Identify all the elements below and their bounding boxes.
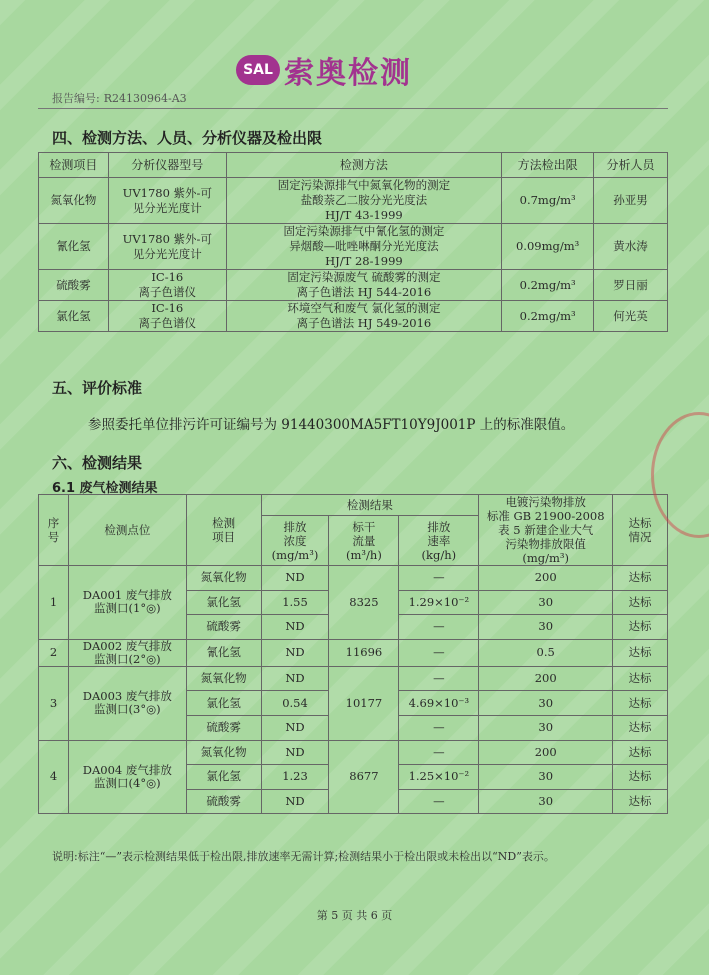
- header-rate-line: 排放: [427, 519, 451, 534]
- methods-limit-cell: 0.7mg/m³: [502, 178, 594, 224]
- result-no-cell: 4: [39, 740, 69, 814]
- methods-row: [39, 301, 668, 332]
- method-line: 离子色谱法 HJ 549-2016: [296, 316, 432, 330]
- results-row: [39, 639, 668, 666]
- result-status-cell: 达标: [613, 740, 668, 765]
- instrument-line: IC-16: [151, 270, 184, 284]
- methods-item-cell: 氮氧化物: [39, 178, 109, 224]
- result-item-cell: 氯化氢: [186, 691, 261, 716]
- section5-title: 五、评价标准: [52, 379, 143, 397]
- methods-row: [39, 224, 668, 270]
- header-concentration: [261, 516, 329, 566]
- point-line: 监测口(4°◎): [94, 775, 161, 790]
- result-flow-cell: 10177: [329, 666, 399, 740]
- header-item: [186, 495, 261, 566]
- result-standard-cell: 30: [479, 590, 613, 615]
- header-status-line: 达标: [628, 516, 652, 530]
- point-line: DA002 废气排放: [82, 638, 172, 653]
- company-logo: [236, 48, 412, 92]
- methods-header-row: [39, 153, 668, 178]
- result-standard-cell: 30: [479, 715, 613, 740]
- instrument-line: 离子色谱仪: [138, 316, 197, 330]
- header-results: 检测结果: [261, 495, 479, 516]
- methods-item-cell: 氰化氢: [39, 224, 109, 270]
- result-status-cell: 达标: [613, 715, 668, 740]
- method-line: 固定污染源废气 硫酸雾的测定: [287, 270, 441, 284]
- header-standard-line: 表 5 新建企业大气: [498, 523, 594, 537]
- methods-limit-cell: 0.09mg/m³: [502, 224, 594, 270]
- header-no-line: 序: [47, 516, 60, 530]
- methods-method-cell: [226, 301, 501, 332]
- header-rate: [399, 516, 479, 566]
- result-no-cell: 2: [39, 639, 69, 666]
- header-concentration-line: (mg/m³): [271, 547, 319, 562]
- header-standard-line: 标准 GB 21900-2008: [486, 509, 605, 523]
- methods-item-cell: 氯化氢: [39, 301, 109, 332]
- result-status-cell: 达标: [613, 639, 668, 666]
- result-status-cell: 达标: [613, 691, 668, 716]
- result-item-cell: 硫酸雾: [186, 715, 261, 740]
- result-status-cell: 达标: [613, 590, 668, 615]
- result-rate-cell: 1.25×10⁻²: [399, 765, 479, 790]
- result-flow-cell: 8677: [329, 740, 399, 814]
- result-no-cell: 3: [39, 666, 69, 740]
- results-row: [39, 566, 668, 591]
- result-no-cell: 1: [39, 566, 69, 640]
- result-standard-cell: 200: [479, 666, 613, 691]
- instrument-line: UV1780 紫外-可: [122, 185, 212, 200]
- result-rate-cell: —: [399, 740, 479, 765]
- results-row: [39, 666, 668, 691]
- result-status-cell: 达标: [613, 666, 668, 691]
- methods-analyst-cell: 孙亚男: [594, 178, 668, 224]
- results-note: 说明:标注“—”表示检测结果低于检出限,排放速率无需计算;检测结果小于检出限或未检出以“ND”表示。: [52, 850, 555, 863]
- result-concentration-cell: ND: [261, 715, 329, 740]
- result-status-cell: 达标: [613, 789, 668, 814]
- section6-title: 六、检测结果: [52, 454, 143, 472]
- result-rate-cell: —: [399, 715, 479, 740]
- methods-analyst-cell: 何光英: [594, 301, 668, 332]
- result-flow-cell: 11696: [329, 639, 399, 666]
- instrument-line: UV1780 紫外-可: [122, 231, 212, 246]
- instrument-line: 见分光光度计: [132, 246, 202, 261]
- methods-instrument-cell: [108, 224, 226, 270]
- result-item-cell: 氮氧化物: [186, 666, 261, 691]
- header-status-line: 情况: [628, 530, 652, 544]
- methods-header-cell: 分析仪器型号: [108, 153, 226, 178]
- result-standard-cell: 30: [479, 615, 613, 640]
- results-row: [39, 740, 668, 765]
- header-item-line: 项目: [212, 530, 236, 544]
- result-standard-cell: 200: [479, 566, 613, 591]
- header-no: [39, 495, 69, 566]
- result-rate-cell: —: [399, 789, 479, 814]
- methods-instrument-cell: [108, 270, 226, 301]
- header-rate-line: 速率: [427, 533, 451, 548]
- result-item-cell: 硫酸雾: [186, 615, 261, 640]
- methods-table: [38, 152, 668, 332]
- methods-analyst-cell: 黄水涛: [594, 224, 668, 270]
- method-line: 盐酸萘乙二胺分光光度法: [300, 193, 428, 207]
- methods-method-cell: [226, 178, 501, 224]
- result-rate-cell: —: [399, 639, 479, 666]
- result-item-cell: 氯化氢: [186, 590, 261, 615]
- header-divider: [38, 108, 668, 109]
- methods-row: [39, 270, 668, 301]
- header-flow-line: 标干: [352, 519, 376, 534]
- method-line: 离子色谱法 HJ 544-2016: [296, 285, 432, 299]
- logo-badge: SAL: [236, 55, 280, 85]
- method-line: 固定污染源排气中氰化氢的测定: [283, 224, 445, 238]
- result-standard-cell: 200: [479, 740, 613, 765]
- standard-text: 参照委托单位排污许可证编号为 91440300MA5FT10Y9J001P 上的标准限值。: [88, 417, 575, 433]
- header-concentration-line: 排放: [283, 519, 307, 534]
- header-standard-line: (mg/m³): [522, 551, 570, 565]
- method-line: 环境空气和废气 氯化氢的测定: [287, 301, 441, 315]
- result-item-cell: 氮氧化物: [186, 740, 261, 765]
- result-rate-cell: —: [399, 666, 479, 691]
- result-concentration-cell: 1.55: [261, 590, 329, 615]
- point-line: DA004 废气排放: [82, 762, 172, 777]
- result-standard-cell: 30: [479, 789, 613, 814]
- methods-limit-cell: 0.2mg/m³: [502, 301, 594, 332]
- header-flow-line: 流量: [352, 533, 376, 548]
- result-rate-cell: 1.29×10⁻²: [399, 590, 479, 615]
- result-flow-cell: 8325: [329, 566, 399, 640]
- result-rate-cell: —: [399, 615, 479, 640]
- report-number: [52, 90, 191, 106]
- result-item-cell: 氰化氢: [186, 639, 261, 666]
- methods-method-cell: [226, 224, 501, 270]
- result-point-cell: [68, 740, 186, 814]
- methods-header-cell: 检测项目: [39, 153, 109, 178]
- result-concentration-cell: 0.54: [261, 691, 329, 716]
- method-line: HJ/T 43-1999: [325, 208, 403, 222]
- result-concentration-cell: ND: [261, 566, 329, 591]
- header-standard-line: 污染物排放限值: [505, 537, 586, 551]
- methods-header-cell: 方法检出限: [502, 153, 594, 178]
- methods-limit-cell: 0.2mg/m³: [502, 270, 594, 301]
- point-line: 监测口(1°◎): [94, 601, 161, 616]
- result-concentration-cell: ND: [261, 639, 329, 666]
- result-point-cell: [68, 639, 186, 666]
- header-standard: [479, 495, 613, 566]
- methods-instrument-cell: [108, 178, 226, 224]
- instrument-line: 离子色谱仪: [138, 285, 197, 299]
- report-number-label: 报告编号:: [52, 92, 100, 105]
- methods-analyst-cell: 罗日丽: [594, 270, 668, 301]
- header-concentration-line: 浓度: [283, 533, 307, 548]
- point-line: DA001 废气排放: [82, 588, 172, 603]
- result-concentration-cell: ND: [261, 789, 329, 814]
- result-standard-cell: 30: [479, 691, 613, 716]
- result-standard-cell: 0.5: [479, 639, 613, 666]
- result-point-cell: [68, 566, 186, 640]
- header-flow: [329, 516, 399, 566]
- methods-method-cell: [226, 270, 501, 301]
- point-line: 监测口(3°◎): [94, 702, 161, 717]
- result-point-cell: [68, 666, 186, 740]
- results-table: [38, 494, 668, 814]
- point-line: 监测口(2°◎): [94, 651, 161, 666]
- section6-subtitle: 6.1 废气检测结果: [52, 481, 158, 496]
- result-rate-cell: 4.69×10⁻³: [399, 691, 479, 716]
- method-line: 固定污染源排气中氮氧化物的测定: [277, 178, 451, 192]
- result-status-cell: 达标: [613, 765, 668, 790]
- instrument-line: IC-16: [151, 301, 184, 315]
- result-concentration-cell: ND: [261, 666, 329, 691]
- report-number-value: R24130964-A3: [103, 92, 187, 105]
- header-standard-line: 电镀污染物排放: [505, 495, 586, 509]
- results-header-row: [39, 495, 668, 516]
- methods-row: [39, 178, 668, 224]
- logo-text: 索奥检测: [284, 56, 412, 91]
- result-item-cell: 氯化氢: [186, 765, 261, 790]
- methods-header-cell: 检测方法: [226, 153, 501, 178]
- result-item-cell: 硫酸雾: [186, 789, 261, 814]
- result-concentration-cell: 1.23: [261, 765, 329, 790]
- result-rate-cell: —: [399, 566, 479, 591]
- methods-header-cell: 分析人员: [594, 153, 668, 178]
- point-line: DA003 废气排放: [82, 689, 172, 704]
- header-rate-line: (kg/h): [421, 547, 457, 562]
- methods-item-cell: 硫酸雾: [39, 270, 109, 301]
- section4-title: 四、检测方法、人员、分析仪器及检出限: [52, 129, 323, 147]
- method-line: HJ/T 28-1999: [325, 254, 403, 268]
- header-no-line: 号: [47, 530, 60, 544]
- header-item-line: 检测: [212, 516, 236, 530]
- header-flow-line: (m³/h): [346, 547, 382, 562]
- result-standard-cell: 30: [479, 765, 613, 790]
- method-line: 异烟酸—吡唑啉酮分光光度法: [289, 239, 439, 253]
- result-status-cell: 达标: [613, 615, 668, 640]
- result-item-cell: 氮氧化物: [186, 566, 261, 591]
- result-concentration-cell: ND: [261, 615, 329, 640]
- result-status-cell: 达标: [613, 566, 668, 591]
- result-concentration-cell: ND: [261, 740, 329, 765]
- page-footer: 第 5 页 共 6 页: [316, 909, 393, 922]
- instrument-line: 见分光光度计: [132, 200, 202, 215]
- methods-instrument-cell: [108, 301, 226, 332]
- header-point: 检测点位: [68, 495, 186, 566]
